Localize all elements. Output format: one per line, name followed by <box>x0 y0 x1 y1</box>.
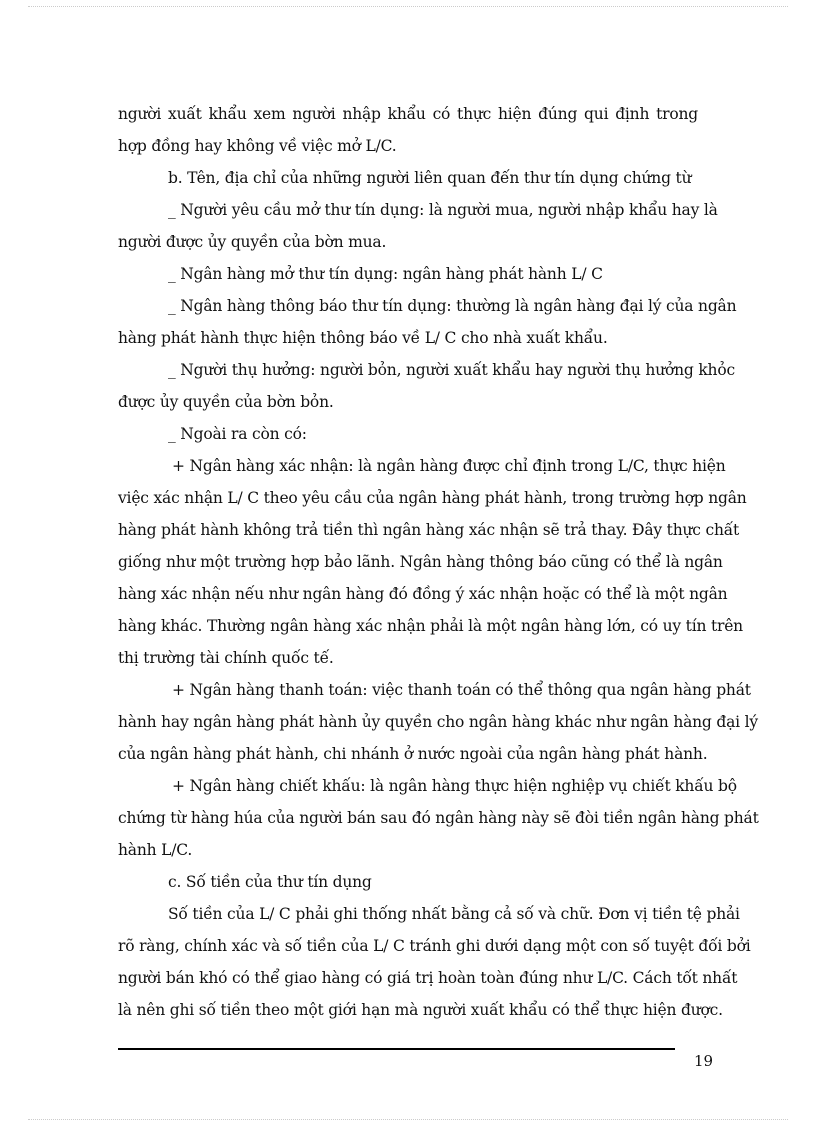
text-line: _ Ngân hàng mở thư tín dụng: ngân hàng phát hành L/ C <box>168 265 603 283</box>
text-line: _ Người thụ hưởng: người bỏn, người xuất khẩu hay người thụ hưởng khỏc <box>168 361 735 379</box>
section-heading-b: b. Tên, địa chỉ của những người liên quan đến thư tín dụng chứng từ <box>168 169 692 187</box>
text-line: Số tiền của L/ C phải ghi thống nhất bằng cả số và chữ. Đơn vị tiền tệ phải <box>168 905 740 923</box>
text-line: hành L/C. <box>118 841 193 859</box>
text-line: hợp đồng hay không về việc mở L/C. <box>118 137 397 155</box>
text-line: người xuất khẩu xem người nhập khẩu có thực hiện đúng qui định trong <box>118 105 698 123</box>
text-line: hàng xác nhận nếu như ngân hàng đó đồng ý xác nhận hoặc có thể là một ngân <box>118 585 728 603</box>
text-line: người được ủy quyền của bờn mua. <box>118 233 387 251</box>
section-heading-c: c. Số tiền của thư tín dụng <box>168 873 372 891</box>
text-line: hàng phát hành thực hiện thông báo về L/ C cho nhà xuất khẩu. <box>118 329 608 347</box>
text-line: người bán khó có thể giao hàng có giá trị hoàn toàn đúng như L/C. Cách tốt nhất <box>118 969 738 987</box>
text-line: là nên ghi số tiền theo một giới hạn mà người xuất khẩu có thể thực hiện được. <box>118 1001 723 1019</box>
text-line: + Ngân hàng thanh toán: việc thanh toán có thể thông qua ngân hàng phát <box>172 681 751 699</box>
text-line: được ủy quyền của bờn bỏn. <box>118 393 334 411</box>
text-line: chứng từ hàng húa của người bán sau đó ngân hàng này sẽ đòi tiền ngân hàng phát <box>118 809 759 827</box>
text-line: hành hay ngân hàng phát hành ủy quyền cho ngân hàng khác như ngân hàng đại lý <box>118 713 758 731</box>
text-line: + Ngân hàng xác nhận: là ngân hàng được chỉ định trong L/C, thực hiện <box>172 457 726 475</box>
text-line: _ Ngân hàng thông báo thư tín dụng: thường là ngân hàng đại lý của ngân <box>168 297 737 315</box>
text-line: hàng khác. Thường ngân hàng xác nhận phải là một ngân hàng lớn, có uy tín trên <box>118 617 743 635</box>
text-line: giống như một trường hợp bảo lãnh. Ngân hàng thông báo cũng có thể là ngân <box>118 553 723 571</box>
page-number: 19 <box>694 1052 714 1070</box>
text-line: + Ngân hàng chiết khấu: là ngân hàng thực hiện nghiệp vụ chiết khấu bộ <box>172 777 737 795</box>
text-line: hàng phát hành không trả tiền thì ngân hàng xác nhận sẽ trả thay. Đây thực chất <box>118 521 740 539</box>
text-line: của ngân hàng phát hành, chi nhánh ở nước ngoài của ngân hàng phát hành. <box>118 745 708 763</box>
text-line: thị trường tài chính quốc tế. <box>118 649 334 667</box>
text-line: _ Người yêu cầu mở thư tín dụng: là người mua, người nhập khẩu hay là <box>168 201 718 219</box>
footer-rule <box>118 1048 675 1050</box>
text-line: rõ ràng, chính xác và số tiền của L/ C tránh ghi dưới dạng một con số tuyệt đối bởi <box>118 937 751 955</box>
text-line: việc xác nhận L/ C theo yêu cầu của ngân hàng phát hành, trong trường hợp ngân <box>118 489 747 507</box>
text-line: _ Ngoài ra còn có: <box>168 425 307 443</box>
